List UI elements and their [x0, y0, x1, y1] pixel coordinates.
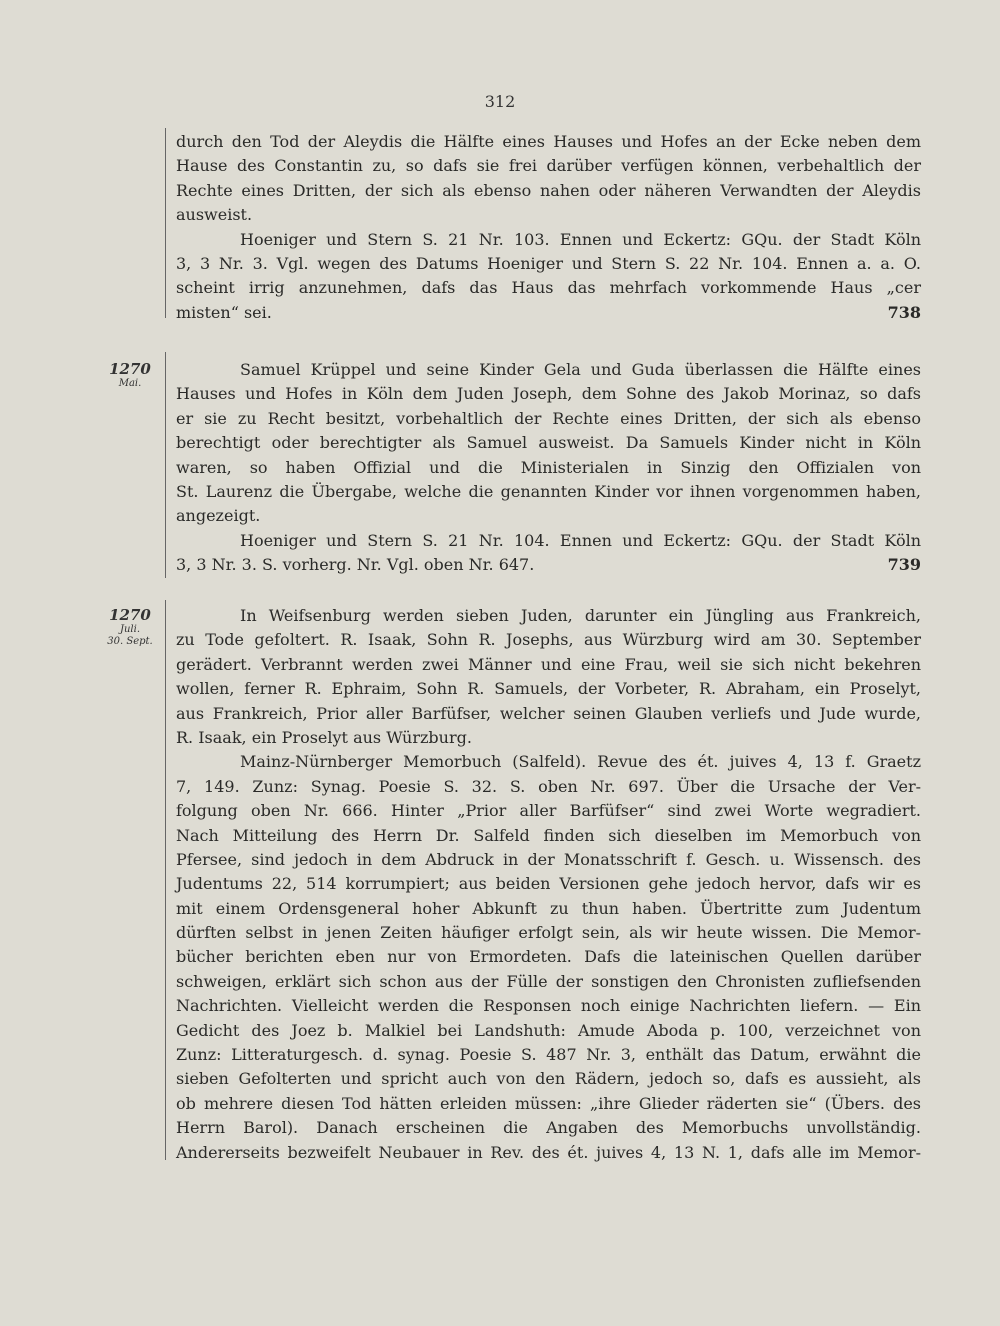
text-line — [176, 301, 921, 325]
text-line-content: 3, 3 Nr. 3. S. vorherg. Nr. Vgl. oben Nr. 647. — [176, 555, 535, 575]
text-line: Nachrichten. Vielleicht werden die Responsen noch einige Nachrichten liefern. — Ein — [176, 996, 921, 1016]
page-number: 312 — [484, 92, 516, 111]
text-line-content: misten“ sei. — [176, 302, 272, 322]
entry-738 — [176, 130, 921, 325]
text-line: Judentums 22, 514 korrumpiert; aus beiden Versionen gehe jedoch hervor, dafs wir es — [176, 874, 921, 894]
text-line: gerädert. Verbrannt werden zwei Männer und eine Frau, weil sie sich nicht bekehren — [176, 654, 921, 674]
text-line: Pfersee, sind jedoch in dem Abdruck in der Monatsschrift f. Gesch. u. Wissensch. des — [176, 849, 921, 869]
text-line: Hause des Constantin zu, so dafs sie frei darüber verfügen können, verbehaltlich der — [176, 156, 921, 176]
text-line: ausweist. — [176, 205, 253, 225]
margin-rule — [165, 352, 166, 578]
text-line: R. Isaak, ein Proselyt aus Würzburg. — [176, 727, 472, 747]
text-line: Hoeniger und Stern S. 21 Nr. 104. Ennen und Eckertz: GQu. der Stadt Köln — [240, 530, 921, 550]
text-line: sieben Gefolterten und spricht auch von den Rädern, jedoch so, dafs es aussieht, als — [176, 1069, 921, 1089]
text-line: zu Tode gefoltert. R. Isaak, Sohn R. Josephs, aus Würzburg wird am 30. September — [176, 630, 921, 650]
text-line: waren, so haben Offizial und die Ministerialen in Sinzig den Offizialen von — [176, 457, 921, 477]
text-line: 7, 149. Zunz: Synag. Poesie S. 32. S. oben Nr. 697. Über die Ursache der Ver- — [176, 776, 921, 796]
margin-month: Mai. — [118, 378, 142, 389]
text-line: Herrn Barol). Danach erscheinen die Angaben des Memorbuchs unvollständig. — [176, 1118, 921, 1138]
text-line: ob mehrere diesen Tod hätten erleiden müssen: „ihre Glieder räderten sie“ (Übers. des — [176, 1093, 921, 1113]
text-line: Zunz: Litteraturgesch. d. synag. Poesie S. 487 Nr. 3, enthält das Datum, erwähnt die — [176, 1045, 921, 1065]
text-line: er sie zu Recht besitzt, vorbehaltlich der Rechte eines Dritten, der sich als ebenso — [176, 408, 921, 428]
text-line: In Weifsenburg werden sieben Juden, darunter ein Jüngling aus Frankreich, — [240, 606, 921, 625]
text-line: folgung oben Nr. 666. Hinter „Prior aller Barfüfser“ sind zwei Worte wegradiert. — [176, 801, 921, 821]
text-line: scheint irrig anzunehmen, dafs das Haus das mehrfach vorkommende Haus „cer — [176, 278, 921, 298]
entry-739 — [176, 358, 921, 578]
margin-year: 1270 — [109, 360, 151, 378]
entry-number: 738 — [887, 302, 921, 322]
text-line: Rechte eines Dritten, der sich als ebenso nahen oder näheren Verwandten der Aleydis — [176, 180, 921, 200]
text-line: angezeigt. — [176, 506, 261, 526]
margin-rule — [165, 128, 166, 318]
text-line: Nach Mitteilung des Herrn Dr. Salfeld finden sich dieselben im Memorbuch von — [176, 825, 921, 845]
text-line: Mainz-Nürnberger Memorbuch (Salfeld). Revue des ét. juives 4, 13 f. Graetz — [240, 752, 921, 772]
text-line: bücher berichten eben nur von Ermordeten. Dafs die lateinischen Quellen darüber — [176, 947, 921, 967]
text-line: Hauses und Hofes in Köln dem Juden Joseph, dem Sohne des Jakob Morinaz, so dafs — [176, 384, 921, 404]
entry-740 — [176, 604, 921, 1165]
text-line: aus Frankreich, Prior aller Barfüfser, welcher seinen Glauben verliefs und Jude wurde, — [176, 703, 921, 723]
text-line: Andererseits bezweifelt Neubauer in Rev. des ét. juives 4, 13 N. 1, dafs alle im Memor- — [176, 1142, 921, 1162]
margin-rule — [165, 600, 166, 1160]
text-line: St. Laurenz die Übergabe, welche die genannten Kinder vor ihnen vorgenommen haben, — [176, 481, 921, 501]
text-line: 3, 3 Nr. 3. Vgl. wegen des Datums Hoeniger und Stern S. 22 Nr. 104. Ennen a. a. O. — [176, 253, 921, 273]
text-line: durch den Tod der Aleydis die Hälfte eines Hauses und Hofes an der Ecke neben dem — [176, 132, 921, 151]
text-line: schweigen, erklärt sich schon aus der Fülle der sonstigen den Chronisten zufliefsenden — [176, 971, 921, 991]
text-line: Samuel Krüppel und seine Kinder Gela und Guda überlassen die Hälfte eines — [240, 360, 921, 379]
margin-date — [100, 606, 160, 648]
text-line: Gedicht des Joez b. Malkiel bei Landshuth: Amude Aboda p. 100, verzeichnet von — [176, 1020, 921, 1040]
margin-year: 1270 — [109, 606, 151, 624]
margin-day: 30. Sept. — [107, 636, 153, 647]
text-line: berechtigt oder berechtigter als Samuel ausweist. Da Samuels Kinder nicht in Köln — [176, 433, 921, 453]
text-line — [176, 553, 921, 577]
text-line: dürften selbst in jenen Zeiten häufiger erfolgt sein, als wir heute wissen. Die Memor- — [176, 923, 921, 943]
entry-number: 739 — [887, 555, 921, 575]
text-line: Hoeniger und Stern S. 21 Nr. 103. Ennen und Eckertz: GQu. der Stadt Köln — [240, 229, 921, 249]
text-line: wollen, ferner R. Ephraim, Sohn R. Samuels, der Vorbeter, R. Abraham, ein Proselyt, — [176, 679, 921, 699]
margin-month: Juli. — [119, 624, 141, 635]
margin-date — [100, 360, 160, 390]
text-line: mit einem Ordensgeneral hoher Abkunft zu thun haben. Übertritte zum Judentum — [176, 898, 921, 918]
